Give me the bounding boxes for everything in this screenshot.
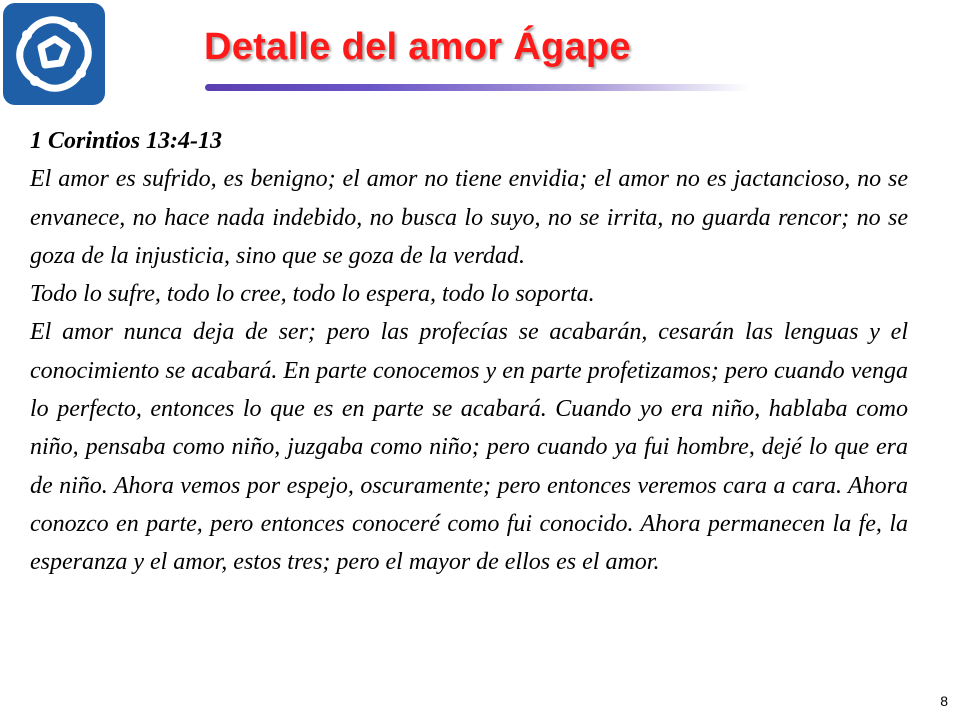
slide-title: Detalle del amor Ágape bbox=[204, 26, 631, 68]
scripture-body bbox=[30, 122, 908, 582]
title-underline bbox=[205, 84, 750, 91]
page-number: 8 bbox=[940, 693, 948, 709]
scripture-paragraph: El amor es sufrido, es benigno; el amor no tiene envidia; el amor no es jactancioso, no se envanece, no hace nada indebido, no busca lo suyo, no se irrita, no guarda rencor; no se goza de la injusticia, sino que se goza de la verdad. bbox=[30, 166, 908, 269]
scripture-paragraph: El amor nunca deja de ser; pero las profecías se acabarán, cesarán las lenguas y el conocimiento se acabará. En parte conocemos y en parte profetizamos; pero cuando venga lo perfecto, entonces lo que es en parte se acabará. Cuando yo era niño, hablaba como niño, pensaba como niño, juzgaba como niño; pero cuando ya fui hombre, dejé lo que era de niño. Ahora vemos por espejo, oscuramente; pero entonces veremos cara a cara. Ahora conozco en parte, pero entonces conoceré como fui conocido. Ahora permanecen la fe, la esperanza y el amor, estos tres; pero el mayor de ellos es el amor. bbox=[30, 319, 908, 576]
scripture-reference: 1 Corintios 13:4-13 bbox=[30, 128, 223, 154]
joined-hands-logo-icon bbox=[3, 3, 105, 105]
scripture-paragraph: Todo lo sufre, todo lo cree, todo lo espera, todo lo soporta. bbox=[30, 281, 595, 308]
